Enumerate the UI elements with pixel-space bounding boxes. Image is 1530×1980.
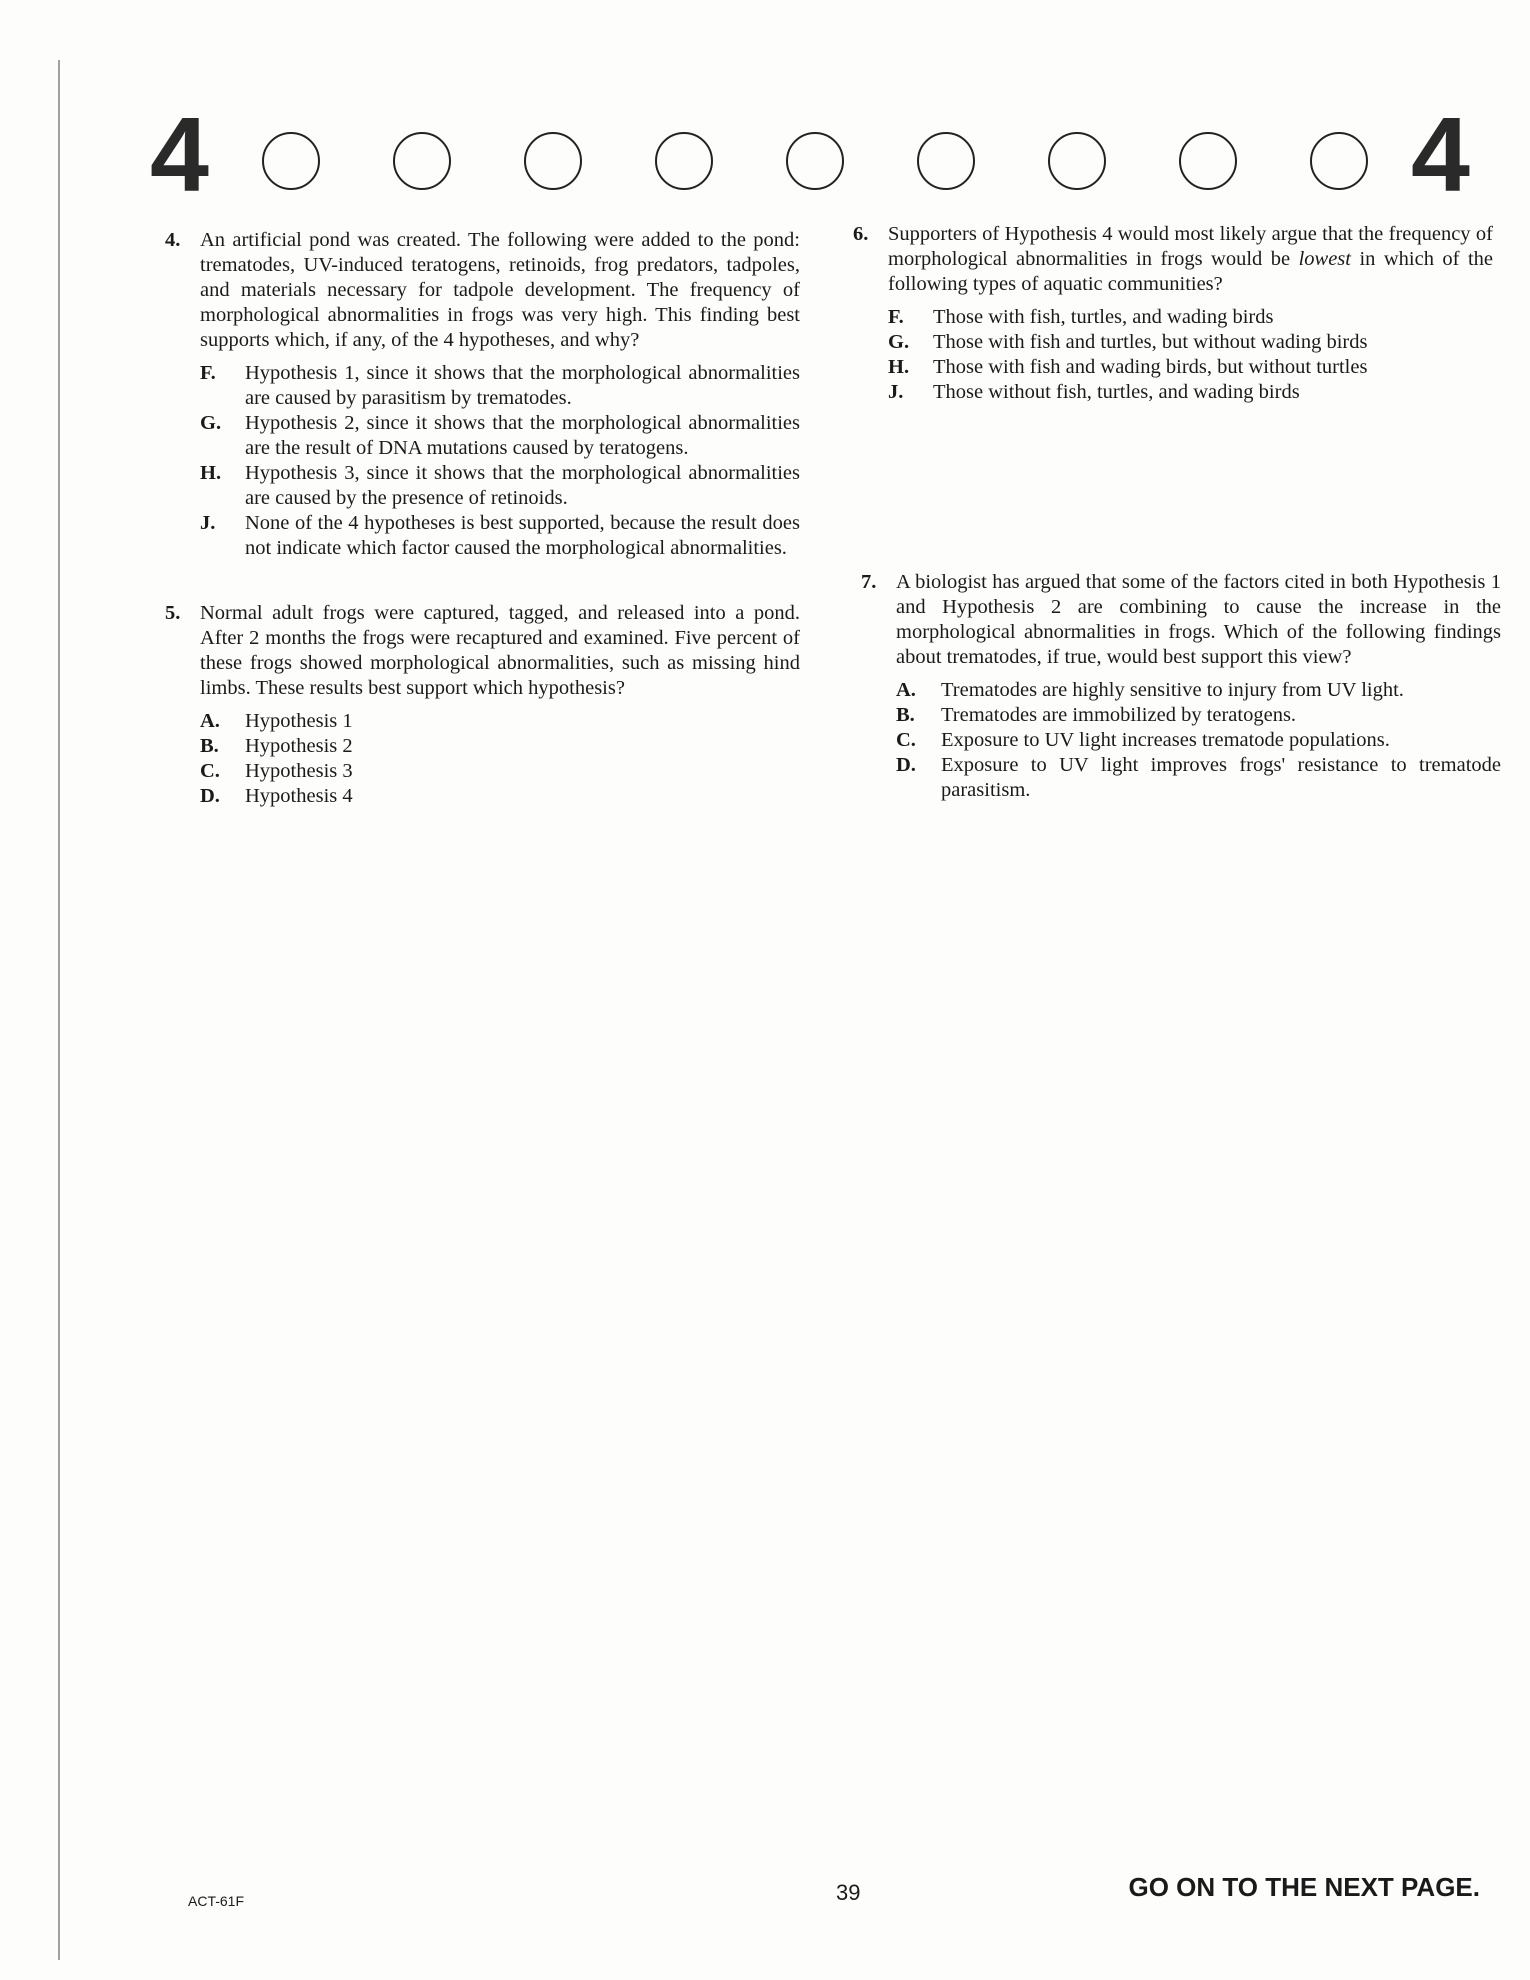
option-text: None of the 4 hypotheses is best supported, because the result does not indicate which factor caused the morphological abnormalities. [245, 512, 800, 559]
option-text: Exposure to UV light improves frogs' resistance to trematode parasitism. [941, 754, 1501, 801]
answer-options [200, 361, 800, 561]
question-4 [165, 228, 800, 561]
question-stem: Normal adult frogs were captured, tagged, and released into a pond. After 2 months the frogs were recaptured and examined. Five percent of these frogs showed morphological abnormalities, such as missing hind limbs. These results best support which hypothesis? [200, 602, 800, 699]
answer-option[interactable] [896, 703, 1501, 728]
section-number-left: 4 [150, 96, 209, 214]
option-letter: A. [896, 679, 916, 701]
option-text: Trematodes are immobilized by teratogens. [941, 704, 1297, 726]
option-text: Those without fish, turtles, and wading birds [933, 381, 1300, 403]
option-text: Those with fish and wading birds, but without turtles [933, 356, 1368, 378]
circle-icon [655, 132, 713, 190]
stem-text: in which of the following types of aquatic communities? [888, 248, 1493, 295]
answer-options [888, 305, 1493, 405]
answer-option[interactable] [896, 678, 1501, 703]
circle-icon [1310, 132, 1368, 190]
answer-option[interactable] [200, 461, 800, 511]
answer-option[interactable] [200, 361, 800, 411]
option-letter: C. [896, 729, 916, 751]
answer-option[interactable] [888, 330, 1493, 355]
option-text: Trematodes are highly sensitive to injury from UV light. [941, 679, 1404, 701]
answer-option[interactable] [888, 355, 1493, 380]
option-letter: F. [200, 362, 216, 384]
option-text: Those with fish, turtles, and wading birds [933, 306, 1274, 328]
circle-icon [1179, 132, 1237, 190]
answer-option[interactable] [888, 305, 1493, 330]
section-header [150, 96, 1470, 214]
option-text: Hypothesis 2, since it shows that the morphological abnormalities are the result of DNA mutations caused by teratogens. [245, 412, 800, 459]
question-7 [861, 570, 1501, 803]
answer-option[interactable] [200, 511, 800, 561]
answer-options [896, 678, 1501, 803]
answer-option[interactable] [200, 734, 800, 759]
scan-edge-line [58, 60, 60, 1960]
question-6 [853, 222, 1493, 405]
option-letter: F. [888, 306, 904, 328]
answer-option[interactable] [888, 380, 1493, 405]
option-letter: H. [888, 356, 910, 378]
page-number: 39 [836, 1880, 861, 1905]
answer-options [200, 709, 800, 809]
answer-option[interactable] [200, 709, 800, 734]
option-text: Hypothesis 3, since it shows that the morphological abnormalities are caused by the presence of retinoids. [245, 462, 800, 509]
circle-icon [1048, 132, 1106, 190]
option-letter: G. [888, 331, 910, 353]
option-text: Hypothesis 1, since it shows that the morphological abnormalities are caused by parasitism by trematodes. [245, 362, 800, 409]
option-text: Those with fish and turtles, but without wading birds [933, 331, 1368, 353]
answer-option[interactable] [200, 411, 800, 461]
option-letter: J. [888, 381, 904, 403]
option-letter: D. [896, 754, 916, 776]
section-number-right: 4 [1411, 96, 1470, 214]
question-number: 7. [861, 571, 877, 593]
stem-text: Supporters of Hypothesis 4 would most likely argue that the frequency of morphological abnormalities in frogs would be [888, 223, 1493, 270]
question-number: 4. [165, 229, 181, 251]
option-letter: B. [200, 735, 219, 757]
circle-icon [524, 132, 582, 190]
answer-option[interactable] [896, 753, 1501, 803]
option-text: Hypothesis 1 [245, 710, 353, 732]
left-column [165, 228, 800, 837]
question-number: 5. [165, 602, 181, 624]
answer-option[interactable] [200, 759, 800, 784]
question-number: 6. [853, 223, 869, 245]
option-text: Exposure to UV light increases trematode populations. [941, 729, 1390, 751]
right-column [853, 222, 1501, 831]
circle-icon [917, 132, 975, 190]
question-5 [165, 601, 800, 809]
question-stem: An artificial pond was created. The following were added to the pond: trematodes, UV-induced teratogens, retinoids, frog predators, tadpoles, and materials necessary for tadpole development. The frequency of morphological abnormalities in frogs was very high. This finding best supports which, if any, of the 4 hypotheses, and why? [200, 229, 800, 351]
stem-emphasis: lowest [1298, 248, 1351, 270]
option-letter: B. [896, 704, 915, 726]
question-stem: A biologist has argued that some of the factors cited in both Hypothesis 1 and Hypothesis 2 are combining to cause the increase in the morphological abnormalities in frogs. Which of the following findings about trematodes, if true, would best support this view? [896, 571, 1501, 668]
answer-option[interactable] [200, 784, 800, 809]
circle-icon [262, 132, 320, 190]
option-text: Hypothesis 3 [245, 760, 353, 782]
option-letter: D. [200, 785, 220, 807]
option-letter: J. [200, 512, 216, 534]
next-page-instruction: GO ON TO THE NEXT PAGE. [1128, 1872, 1480, 1902]
option-letter: A. [200, 710, 220, 732]
form-code: ACT-61F [188, 1893, 245, 1909]
circle-icon [786, 132, 844, 190]
answer-option[interactable] [896, 728, 1501, 753]
option-text: Hypothesis 4 [245, 785, 353, 807]
circle-icon [393, 132, 451, 190]
question-stem [888, 222, 1493, 297]
option-text: Hypothesis 2 [245, 735, 353, 757]
option-letter: C. [200, 760, 220, 782]
option-letter: G. [200, 412, 222, 434]
option-letter: H. [200, 462, 222, 484]
